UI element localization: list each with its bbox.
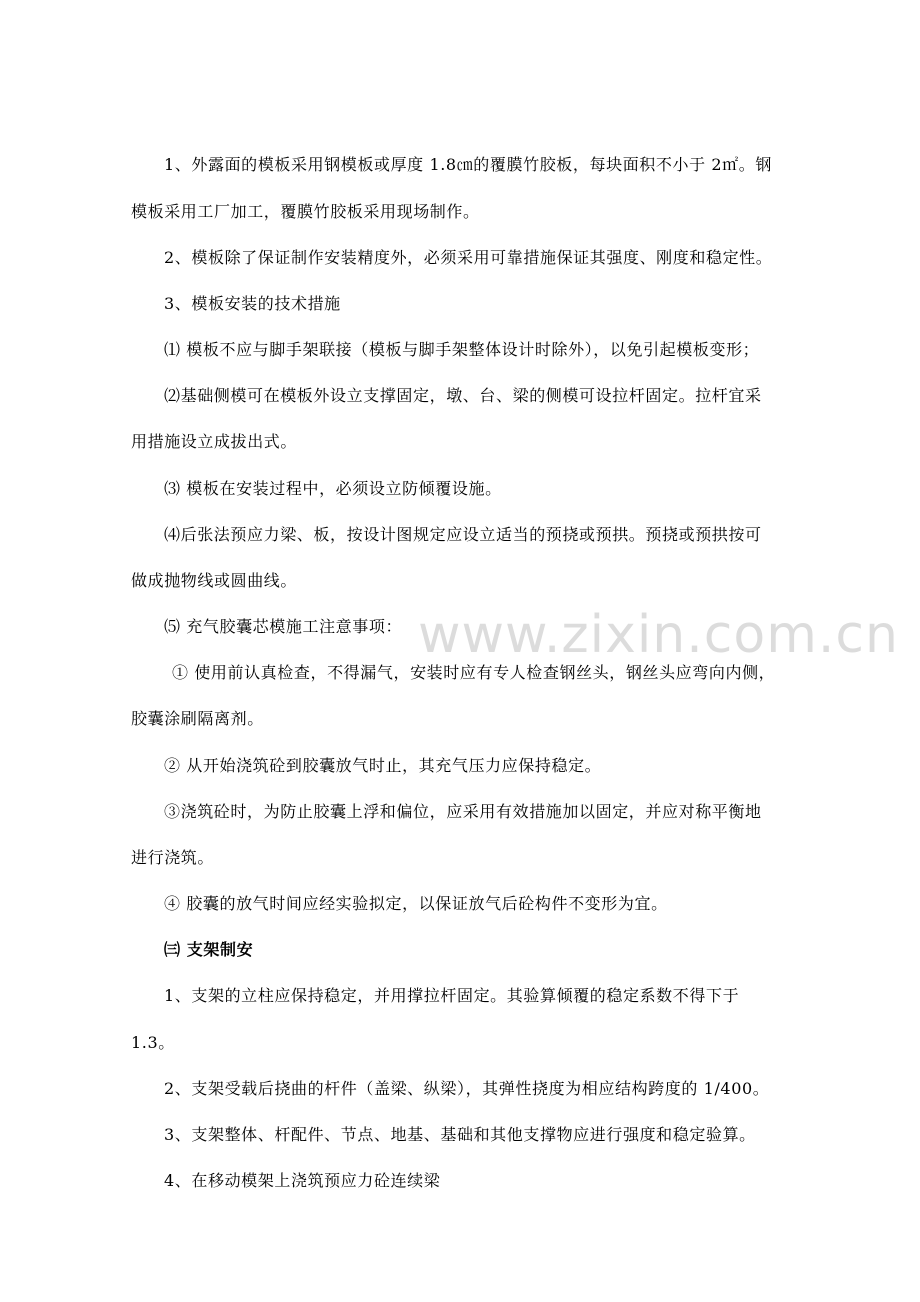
paragraph-line: 1、外露面的模板采用钢模板或厚度 1.8㎝的覆膜竹胶板，每块面积不小于 2㎡。钢 — [164, 155, 772, 174]
paragraph-line: 用措施设立成拔出式。 — [131, 432, 298, 451]
paragraph-line: 3、模板安装的技术措施 — [164, 294, 341, 313]
watermark: www.zixin.com.cn — [418, 605, 899, 665]
paragraph-line: ② 从开始浇筑砼到胶囊放气时止，其充气压力应保持稳定。 — [164, 756, 602, 775]
paragraph-line: ⑴ 模板不应与脚手架联接（模板与脚手架整体设计时除外），以免引起模板变形； — [164, 340, 760, 359]
paragraph-line: 模板采用工厂加工，覆膜竹胶板采用现场制作。 — [131, 202, 480, 221]
paragraph-line: ⑸ 充气胶囊芯模施工注意事项： — [164, 617, 403, 636]
paragraph-line: ① 使用前认真检查，不得漏气，安装时应有专人检查钢丝头，钢丝头应弯向内侧， — [172, 663, 776, 682]
paragraph-line: ⑶ 模板在安装过程中，必须设立防倾覆设施。 — [164, 479, 502, 498]
paragraph-line: 胶囊涂刷隔离剂。 — [131, 709, 264, 728]
paragraph-line: 2、模板除了保证制作安装精度外，必须采用可靠措施保证其强度、刚度和稳定性。 — [164, 248, 773, 267]
paragraph-line: ③浇筑砼时，为防止胶囊上浮和偏位，应采用有效措施加以固定，并应对称平衡地 — [164, 802, 762, 821]
paragraph-line: ⑵基础侧模可在模板外设立支撑固定，墩、台、梁的侧模可设拉杆固定。拉杆宜采 — [164, 386, 762, 405]
section-heading: ㈢ 支架制安 — [164, 940, 254, 959]
paragraph-line: 2、支架受载后挠曲的杆件（盖梁、纵梁），其弹性挠度为相应结构跨度的 1/400。 — [164, 1079, 770, 1098]
paragraph-line: ⑷后张法预应力梁、板，按设计图规定应设立适当的预挠或预拱。预挠或预拱按可 — [164, 525, 762, 544]
paragraph-line: 3、支架整体、杆配件、节点、地基、基础和其他支撑物应进行强度和稳定验算。 — [164, 1125, 756, 1144]
paragraph-line: 1、支架的立柱应保持稳定，并用撑拉杆固定。其验算倾覆的稳定系数不得下于 — [164, 986, 740, 1005]
paragraph-line: 进行浇筑。 — [131, 848, 215, 867]
paragraph-line: 4、在移动模架上浇筑预应力砼连续梁 — [164, 1171, 441, 1190]
paragraph-line: 1.3。 — [131, 1033, 175, 1052]
paragraph-line: ④ 胶囊的放气时间应经实验拟定，以保证放气后砼构件不变形为宜。 — [164, 894, 668, 913]
paragraph-line: 做成抛物线或圆曲线。 — [131, 571, 298, 590]
